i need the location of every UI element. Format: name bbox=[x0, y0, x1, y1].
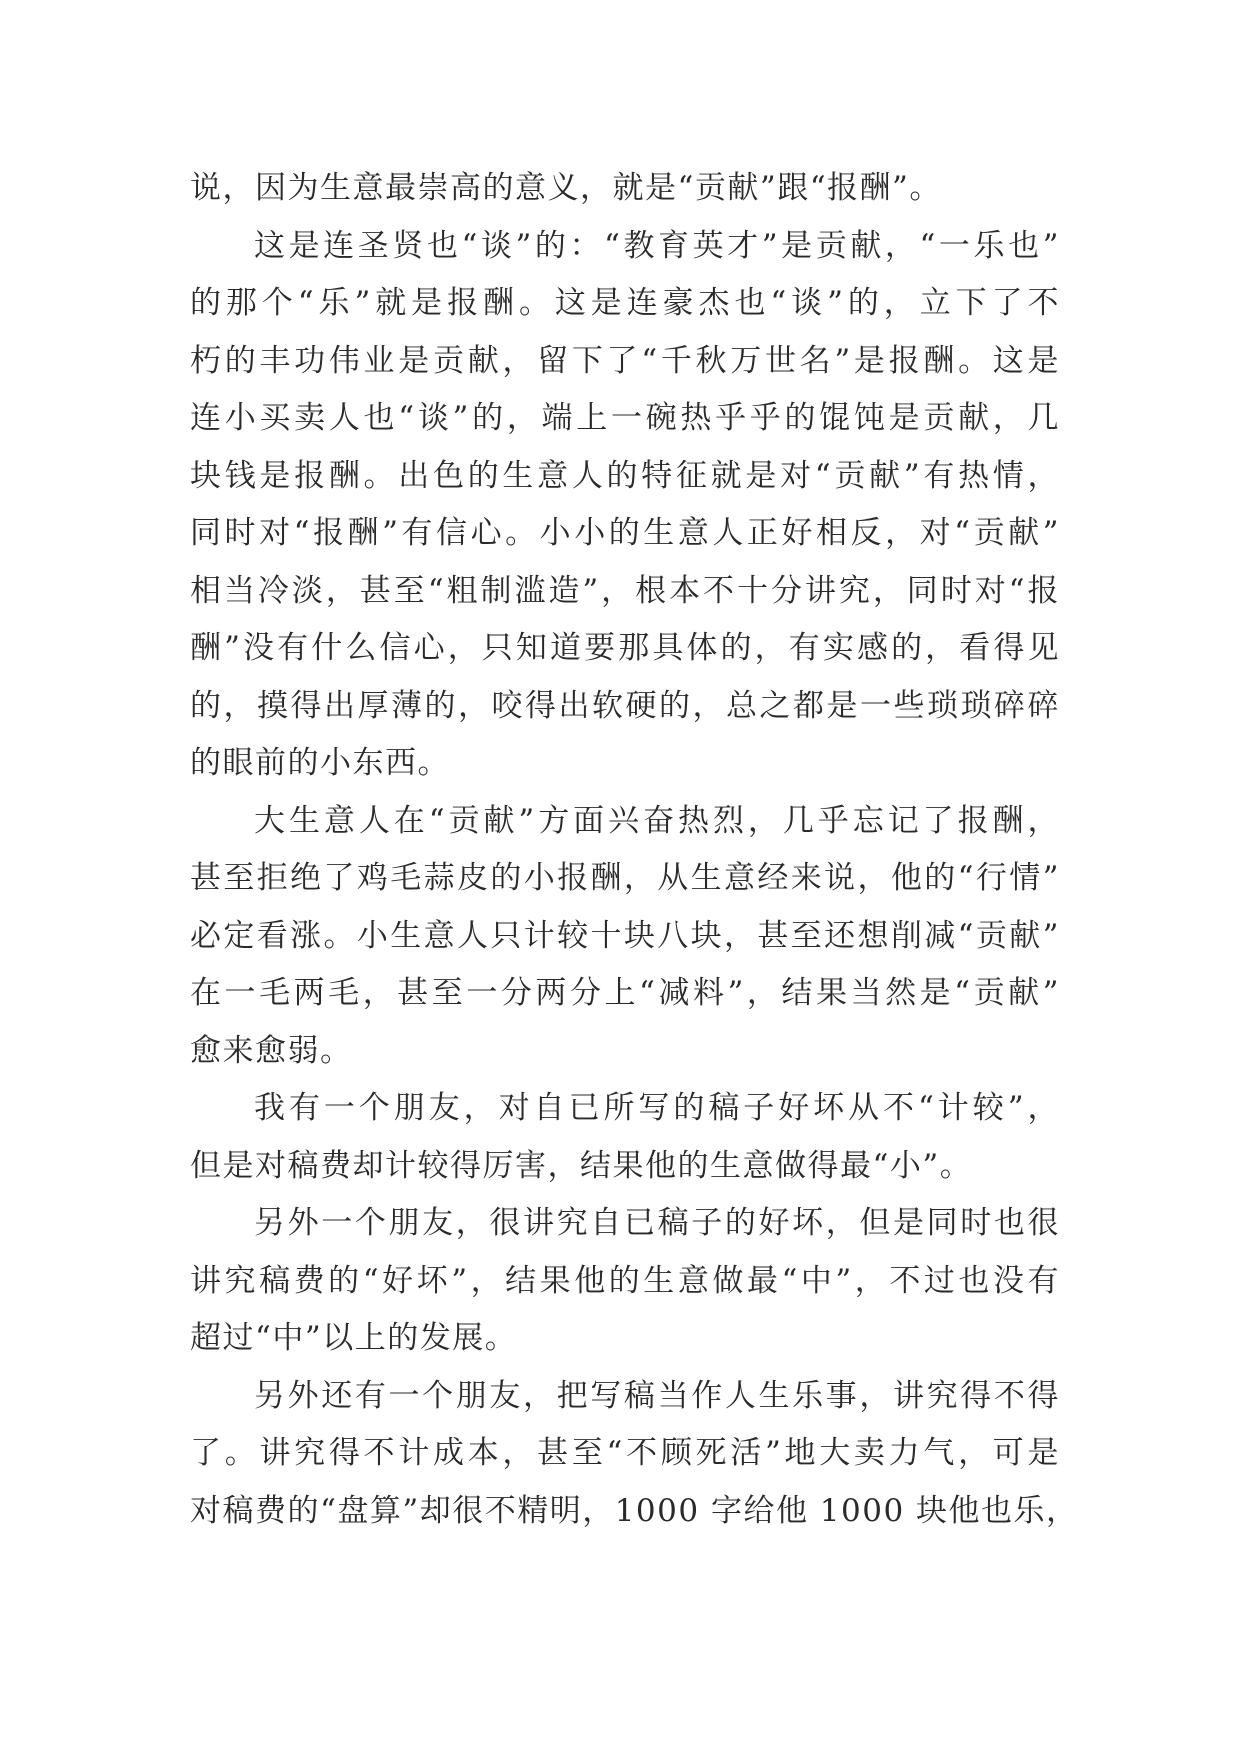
text-line: 愈来愈弱。 bbox=[190, 1032, 353, 1069]
text-line: 这是连圣贤也“谈”的：“教育英才”是贡献，“一乐也” bbox=[254, 227, 1060, 264]
text-line: 甚至拒绝了鸡毛蒜皮的小报酬，从生意经来说，他的“行情” bbox=[190, 860, 1060, 896]
document-body bbox=[190, 160, 1079, 1540]
text-line: 我有一个朋友，对自已所写的稿子好坏从不“计较”， bbox=[254, 1090, 1060, 1126]
text-line: 的眼前的小东西。 bbox=[190, 745, 450, 781]
text-line: 讲究稿费的“好坏”，结果他的生意做最“中”，不过也没有 bbox=[190, 1262, 1060, 1299]
text-line: 另外还有一个朋友，把写稿当作人生乐事，讲究得不得 bbox=[254, 1377, 1060, 1414]
text-line: 的那个“乐”就是报酬。这是连豪杰也“谈”的，立下了不 bbox=[190, 285, 1060, 321]
text-line: 超过“中”以上的发展。 bbox=[190, 1320, 518, 1356]
text-line: 酬”没有什么信心，只知道要那具体的，有实感的，看得见 bbox=[190, 630, 1060, 666]
text-line: 但是对稿费却计较得厉害，结果他的生意做得最“小”。 bbox=[190, 1147, 973, 1184]
text-line: 必定看涨。小生意人只计较十块八块，甚至还想削减“贡献” bbox=[190, 917, 1060, 954]
text-line: 另外一个朋友，很讲究自已稿子的好坏，但是同时也很 bbox=[254, 1205, 1060, 1241]
text-line: 连小买卖人也“谈”的，端上一碗热乎乎的馄饨是贡献，几 bbox=[190, 400, 1060, 436]
text-line: 块钱是报酬。出色的生意人的特征就是对“贡献”有热情， bbox=[190, 457, 1060, 494]
text-line: 的，摸得出厚薄的，咬得出软硬的，总之都是一些琐琐碎碎 bbox=[190, 687, 1060, 724]
text-line: 说，因为生意最崇高的意义，就是“贡献”跟“报酬”。 bbox=[190, 170, 942, 206]
text-line: 对稿费的“盘算”却很不精明，1000 字给他 1000 块他也乐， bbox=[190, 1492, 1079, 1529]
text-line: 了。讲究得不计成本，甚至“不顾死活”地大卖力气，可是 bbox=[190, 1435, 1060, 1471]
text-line: 同时对“报酬”有信心。小小的生意人正好相反，对“贡献” bbox=[190, 515, 1060, 551]
text-line: 在一毛两毛，甚至一分两分上“减料”，结果当然是“贡献” bbox=[190, 975, 1060, 1011]
text-line: 朽的丰功伟业是贡献，留下了“千秋万世名”是报酬。这是 bbox=[190, 342, 1060, 379]
text-line: 相当冷淡，甚至“粗制滥造”，根本不十分讲究，同时对“报 bbox=[190, 572, 1060, 609]
text-line: 大生意人在“贡献”方面兴奋热烈，几乎忘记了报酬， bbox=[254, 802, 1060, 839]
